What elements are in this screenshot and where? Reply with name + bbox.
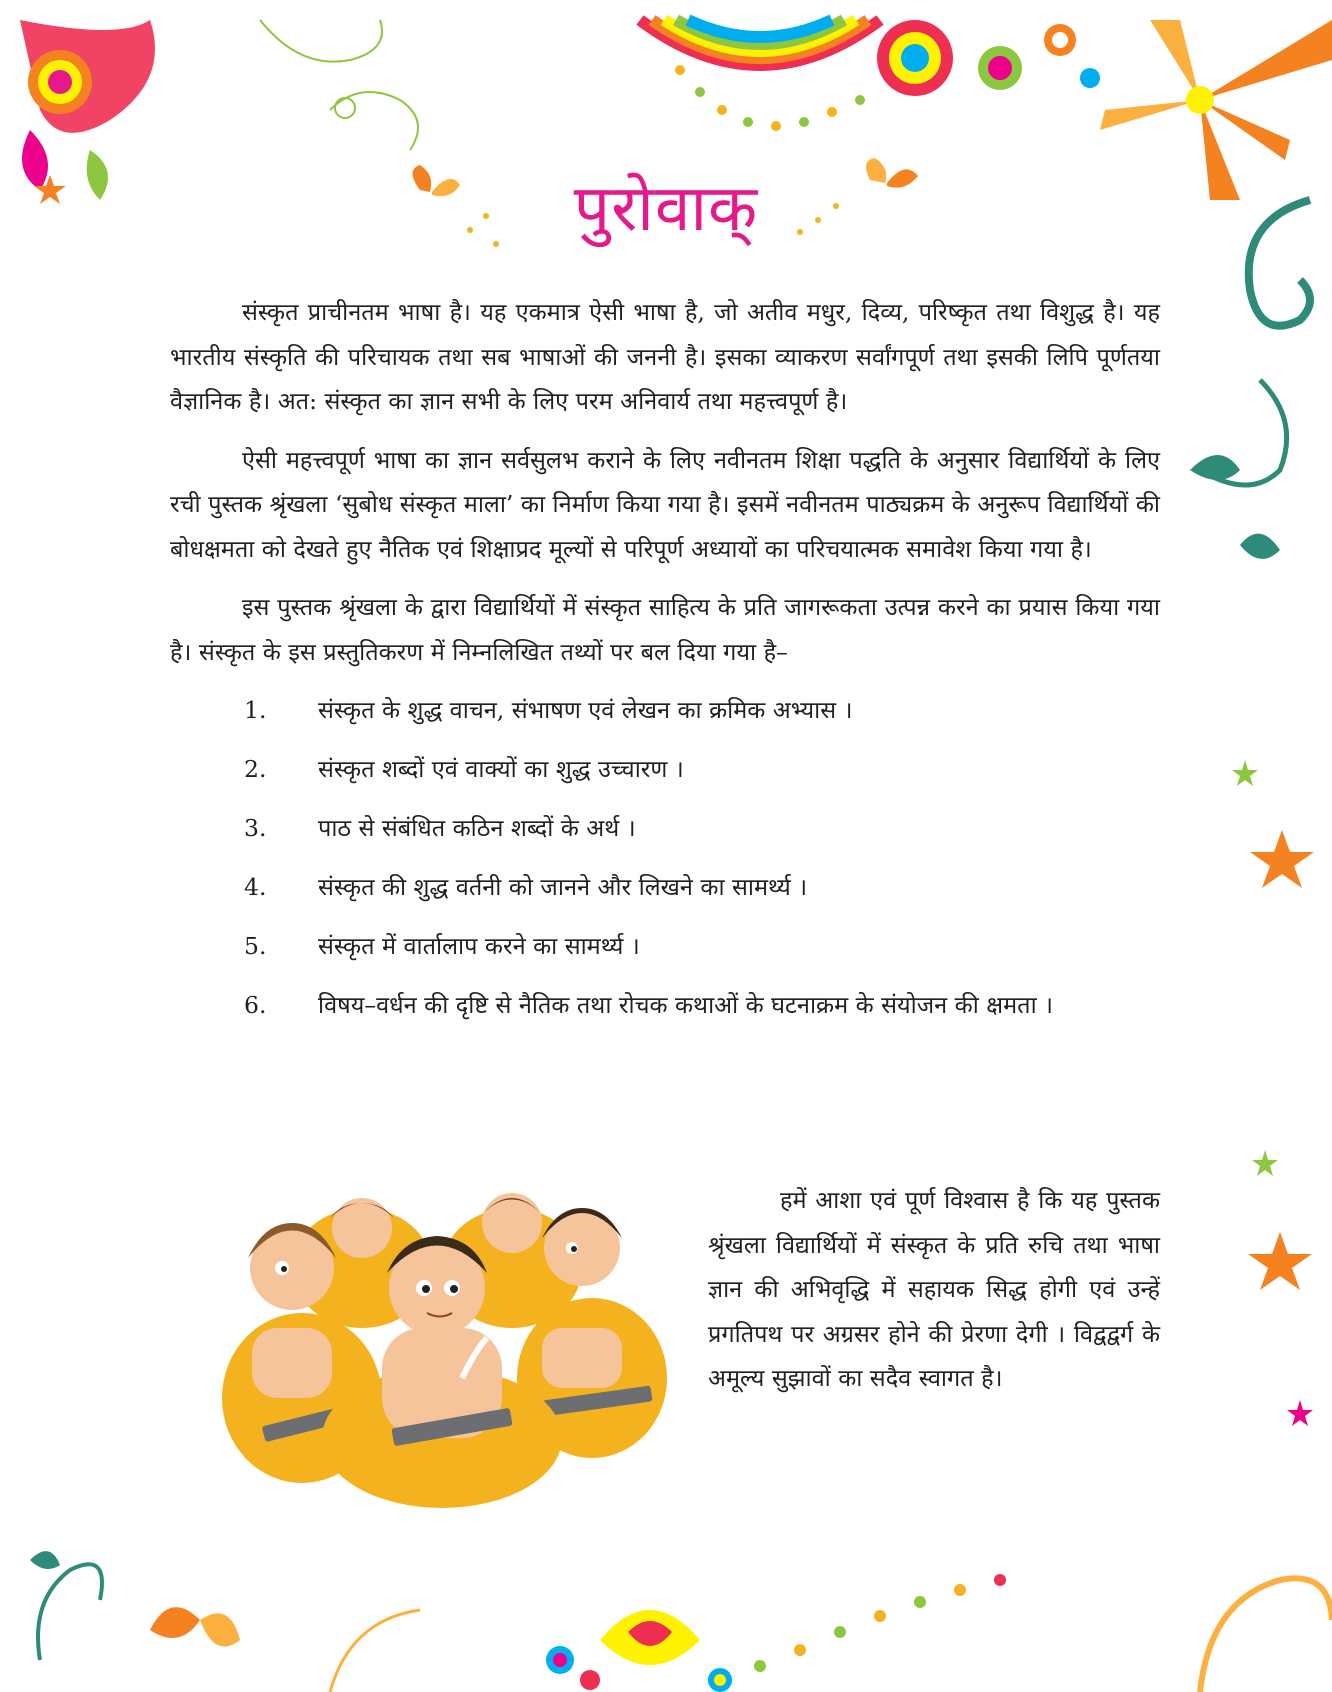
list-item — [170, 747, 1160, 791]
top-swirl-icon — [260, 20, 418, 150]
list-text: विषय–वर्धन की दृष्टि से नैतिक तथा रोचक कथाओं के घटनाक्रम के संयोजन की क्षमता । — [318, 991, 1054, 1019]
list-number: 3. — [244, 814, 267, 842]
list-item — [170, 924, 1160, 968]
paragraph-purpose: इस पुस्तक श्रृंखला के द्वारा विद्यार्थियों में संस्कृत साहित्य के प्रति जागरूकता उत्पन्न करने का प्रयास किया गया है। संस्कृत के इस प्रस्तुतिकरण में निम्नलिखित तथ्यों पर बल दिया गया है– — [170, 593, 1160, 666]
list-text: संस्कृत शब्दों एवं वाक्यों का शुद्ध उच्चारण । — [318, 755, 684, 783]
points-list — [170, 688, 1160, 1027]
page-title: पुरोवाक् — [573, 172, 759, 246]
rainbow-icon — [640, 20, 880, 65]
list-number: 6. — [244, 991, 267, 1019]
list-item — [170, 688, 1160, 732]
leaf-icon — [1190, 455, 1280, 559]
circles-icon — [877, 20, 1100, 96]
right-stars-icon — [1232, 760, 1314, 1426]
paragraph-series: ऐसी महत्त्वपूर्ण भाषा का ज्ञान सर्वसुलभ कराने के लिए नवीनतम शिक्षा पद्धति के अनुसार विद्यार्थियों के लिए रची पुस्तक श्रृंखला ‘सुबोध संस्कृत माला’ का निर्माण किया गया है। इसमें नवीनतम पाठ्यक्रम के अनुरूप विद्यार्थियों की बोधक्षमता को देखते हुए नैतिक एवं शिक्षाप्रद मूल्यों से परिपूर्ण अध्यायों का परिचयात्मक समावेश किया गया है। — [170, 445, 1160, 563]
bottom-decor-icon — [30, 1551, 1332, 1692]
list-text: संस्कृत में वार्तालाप करने का सामर्थ्य । — [318, 932, 640, 960]
list-text: संस्कृत की शुद्ध वर्तनी को जानने और लिखने का सामर्थ्य । — [318, 873, 808, 901]
students-illustration — [212, 1178, 672, 1508]
list-number: 1. — [244, 696, 267, 724]
list-text: संस्कृत के शुद्ध वाचन, संभाषण एवं लेखन का क्रमिक अभ्यास । — [318, 696, 853, 724]
list-item — [170, 865, 1160, 909]
list-number: 4. — [244, 873, 267, 901]
list-text: पाठ से संबंधित कठिन शब्दों के अर्थ । — [318, 814, 636, 842]
main-content — [170, 290, 1160, 1042]
list-item — [170, 983, 1160, 1027]
closing-paragraph: हमें आशा एवं पूर्ण विश्वास है कि यह पुस्तक श्रृंखला विद्यार्थियों में संस्कृत के प्रति रुचि तथा भाषा ज्ञान की अभिवृद्धि में सहायक सिद्ध होगी एवं उन्हें प्रगतिपथ पर अग्रसर होने की प्रेरणा देगी । विद्वद्वर्ग के अमूल्य सुझावों का सदैव स्वागत है। — [708, 1186, 1160, 1392]
dotted-trail-icon — [675, 65, 865, 131]
list-number: 2. — [244, 755, 267, 783]
paragraph-intro: संस्कृत प्राचीनतम भाषा है। यह एकमात्र ऐसी भाषा है, जो अतीव मधुर, दिव्य, परिष्कृत तथा विशुद्ध है। यह भारतीय संस्कृति की परिचायक तथा सब भाषाओं की जननी है। इसका व्याकरण सर्वांगपूर्ण तथा इसकी लिपि पूर्णतया वैज्ञानिक है। अत: संस्कृत का ज्ञान सभी के लिए परम अनिवार्य तथा महत्त्वपूर्ण है। — [170, 298, 1160, 415]
list-item — [170, 806, 1160, 850]
list-number: 5. — [244, 932, 267, 960]
